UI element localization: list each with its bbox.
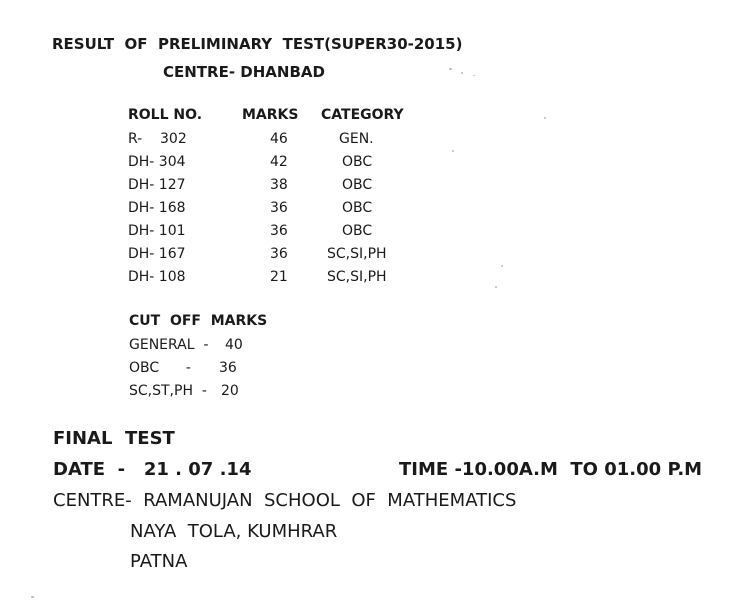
marks-value: 36: [270, 246, 288, 262]
category-value: OBC: [342, 177, 373, 193]
final-test-time: TIME -10.00A.M TO 01.00 P.M: [399, 459, 703, 480]
scan-speck: [452, 150, 454, 152]
cutoff-title: CUT OFF MARKS: [129, 313, 268, 329]
cutoff-value: 40: [225, 337, 243, 353]
venue-line: PATNA: [130, 551, 188, 572]
scan-speck: [495, 286, 497, 288]
marks-value: 42: [270, 154, 288, 170]
marks-value: 36: [270, 223, 288, 239]
scan-speck: [31, 596, 34, 598]
roll-number: DH- 304: [128, 154, 186, 170]
venue-line: CENTRE- RAMANUJAN SCHOOL OF MATHEMATICS: [53, 490, 517, 511]
roll-number: R- 302: [128, 131, 187, 147]
marks-value: 36: [270, 200, 288, 216]
scan-speck: [473, 75, 475, 76]
category-value: GEN.: [339, 131, 374, 147]
final-test-heading: FINAL TEST: [53, 428, 175, 449]
venue-line: NAYA TOLA, KUMHRAR: [130, 521, 338, 542]
cutoff-value: 36: [219, 360, 237, 376]
scan-speck: [501, 265, 503, 267]
roll-number: DH- 101: [128, 223, 186, 239]
scan-speck: [461, 72, 463, 74]
category-value: SC,SI,PH: [327, 269, 387, 285]
final-test-date: DATE - 21 . 07 .14: [53, 459, 252, 480]
category-value: SC,SI,PH: [327, 246, 387, 262]
result-title: RESULT OF PRELIMINARY TEST(SUPER30-2015): [52, 35, 463, 53]
column-header-category: CATEGORY: [321, 107, 404, 123]
scan-speck: [544, 117, 546, 119]
roll-number: DH- 167: [128, 246, 186, 262]
marks-value: 21: [270, 269, 288, 285]
column-header-roll-no: ROLL NO.: [128, 107, 203, 123]
marks-value: 38: [270, 177, 288, 193]
category-value: OBC: [342, 200, 373, 216]
cutoff-label: OBC -: [129, 360, 191, 376]
column-header-marks: MARKS: [242, 107, 299, 123]
category-value: OBC: [342, 223, 373, 239]
marks-value: 46: [270, 131, 288, 147]
centre-heading: CENTRE- DHANBAD: [163, 63, 325, 81]
cutoff-label: GENERAL -: [129, 337, 209, 353]
roll-number: DH- 127: [128, 177, 186, 193]
cutoff-label: SC,ST,PH -: [129, 383, 207, 399]
cutoff-value: 20: [221, 383, 239, 399]
roll-number: DH- 168: [128, 200, 186, 216]
roll-number: DH- 108: [128, 269, 186, 285]
scan-speck: [449, 68, 452, 70]
category-value: OBC: [342, 154, 373, 170]
